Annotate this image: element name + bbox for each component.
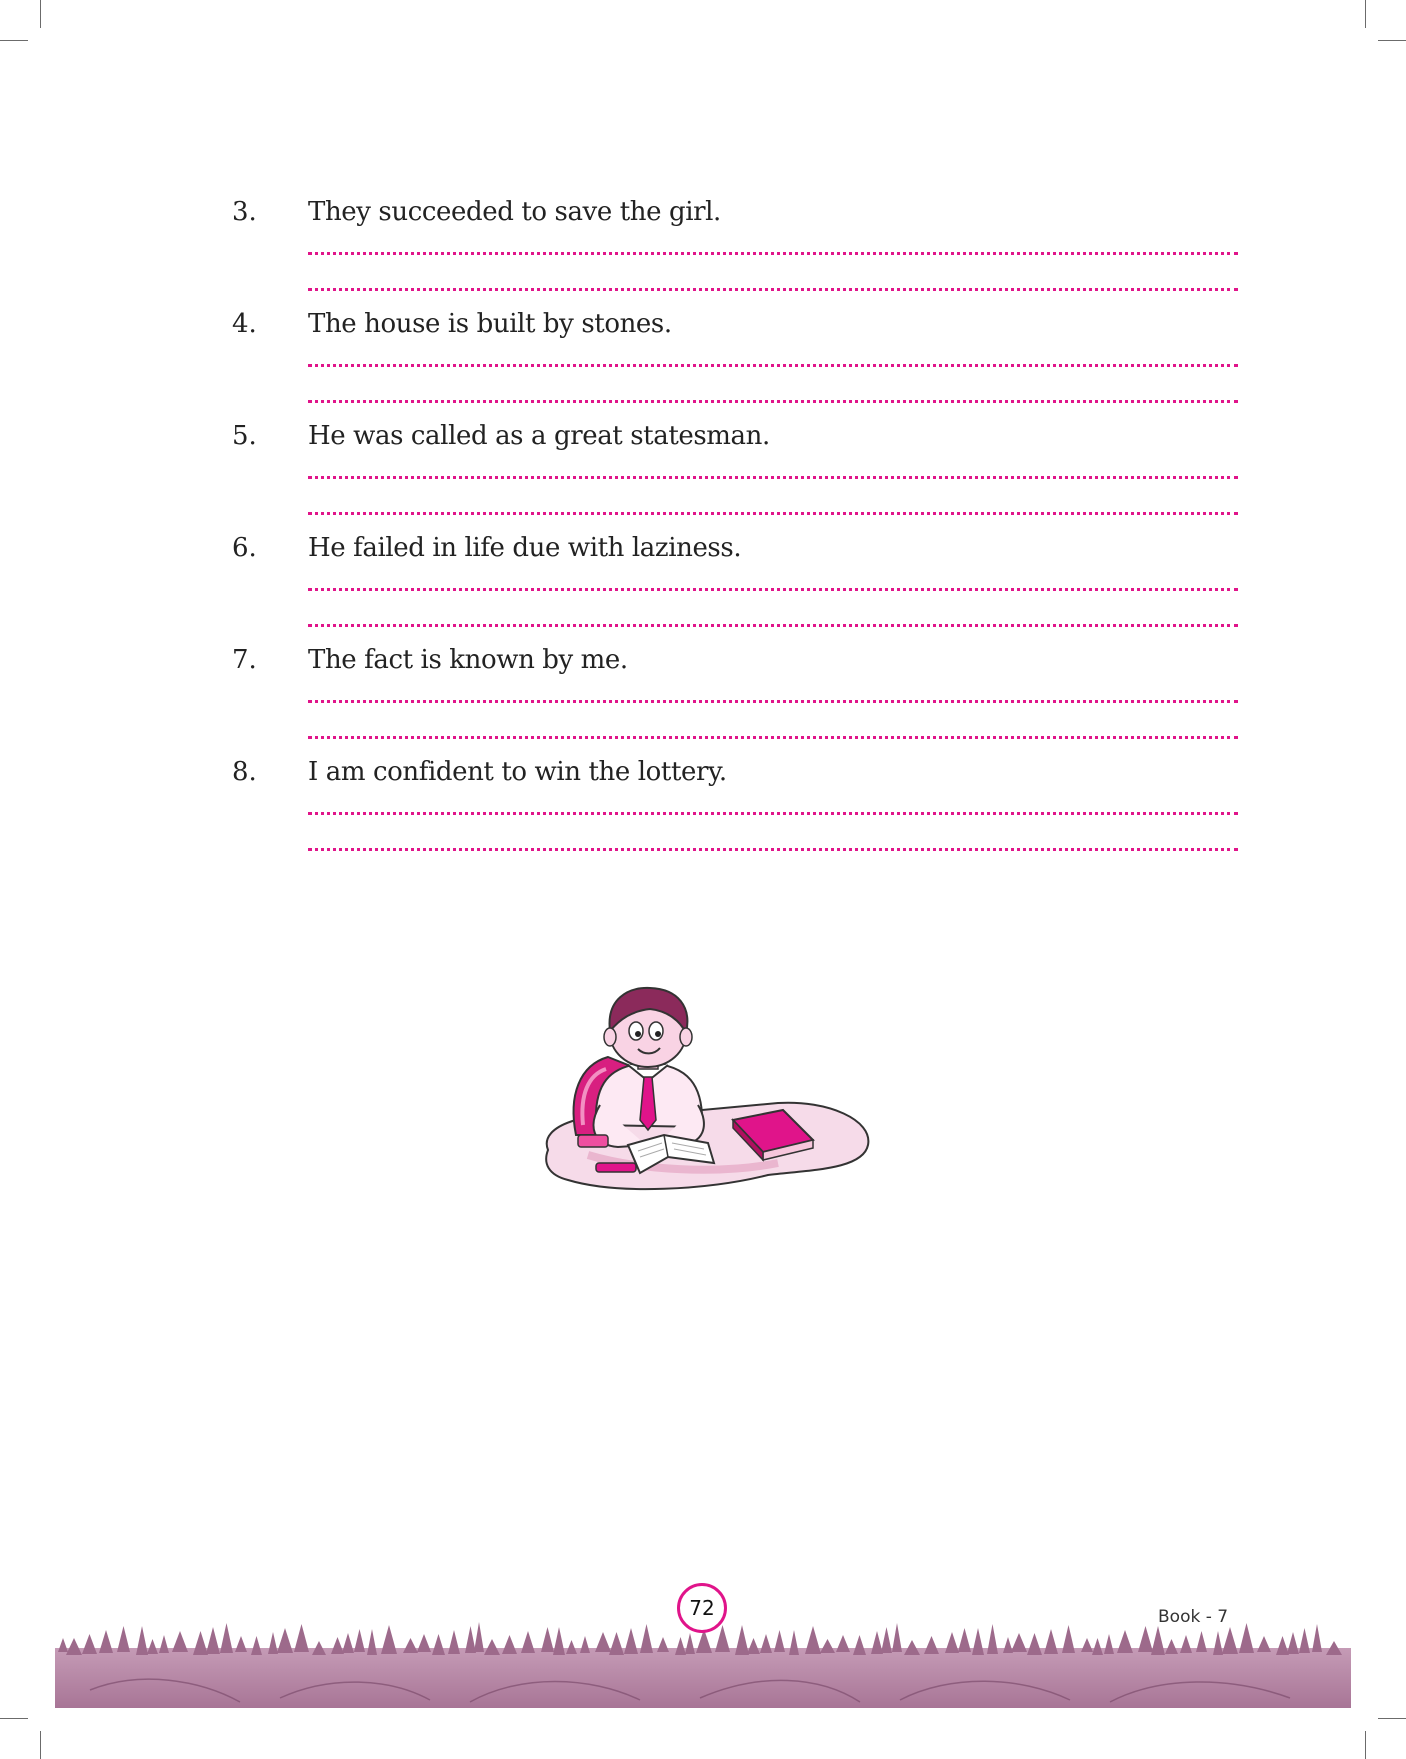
- boy-reading-at-desk-icon: [528, 985, 878, 1200]
- item-number: 5.: [232, 421, 257, 451]
- item-sentence: The fact is known by me.: [308, 645, 628, 675]
- exercise-item: [0, 196, 1406, 306]
- answer-line[interactable]: [308, 624, 1238, 627]
- crop-mark: [1378, 40, 1406, 41]
- item-number: 3.: [232, 197, 257, 227]
- answer-line[interactable]: [308, 288, 1238, 291]
- answer-line[interactable]: [308, 364, 1238, 367]
- page-number-badge: 72: [677, 1583, 727, 1633]
- answer-line[interactable]: [308, 588, 1238, 591]
- crop-mark: [1378, 1718, 1406, 1719]
- item-sentence: I am confident to win the lottery.: [308, 757, 727, 787]
- item-number: 7.: [232, 645, 257, 675]
- crop-mark: [0, 1718, 28, 1719]
- answer-line[interactable]: [308, 252, 1238, 255]
- item-number: 4.: [232, 309, 257, 339]
- item-sentence: He failed in life due with laziness.: [308, 533, 742, 563]
- answer-line[interactable]: [308, 848, 1238, 851]
- exercise-item: [0, 644, 1406, 754]
- item-sentence: He was called as a great statesman.: [308, 421, 770, 451]
- crop-mark: [40, 0, 41, 28]
- item-number: 6.: [232, 533, 257, 563]
- book-label: Book - 7: [1158, 1607, 1229, 1627]
- crop-mark: [40, 1731, 41, 1759]
- answer-line[interactable]: [308, 400, 1238, 403]
- exercise-item: [0, 420, 1406, 530]
- item-number: 8.: [232, 757, 257, 787]
- exercise-item: [0, 308, 1406, 418]
- answer-line[interactable]: [308, 512, 1238, 515]
- exercise-item: [0, 756, 1406, 866]
- crop-mark: [1365, 1731, 1366, 1759]
- answer-line[interactable]: [308, 476, 1238, 479]
- answer-line[interactable]: [308, 700, 1238, 703]
- crop-mark: [0, 40, 28, 41]
- item-sentence: They succeeded to save the girl.: [308, 197, 721, 227]
- answer-line[interactable]: [308, 812, 1238, 815]
- crop-mark: [1365, 0, 1366, 28]
- exercise-item: [0, 532, 1406, 642]
- item-sentence: The house is built by stones.: [308, 309, 672, 339]
- answer-line[interactable]: [308, 736, 1238, 739]
